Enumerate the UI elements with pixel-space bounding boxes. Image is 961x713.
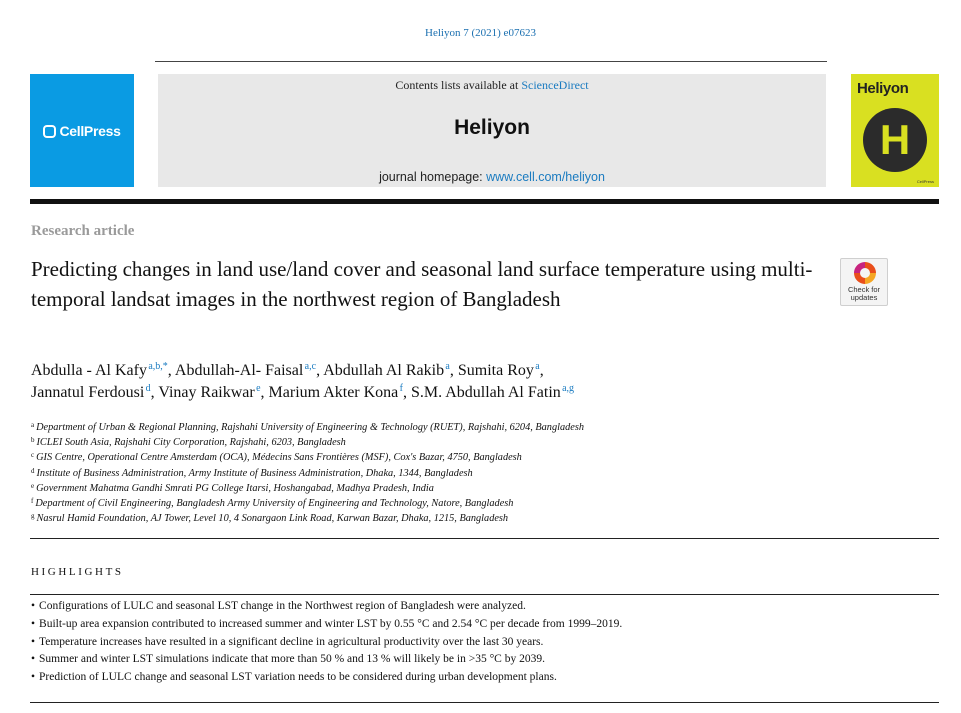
author-name[interactable]: Vinay Raikwar xyxy=(158,384,255,401)
affiliation-item xyxy=(31,435,831,450)
affiliation-text: Institute of Business Administration, Army Institute of Business Administration, Dhaka, 1344, Bangladesh xyxy=(36,467,473,479)
section-divider xyxy=(30,538,939,539)
crossmark-label xyxy=(841,286,887,302)
author-name[interactable]: S.M. Abdullah Al Fatin xyxy=(410,384,561,401)
affiliation-item xyxy=(31,450,831,465)
cover-h-logo-icon: H xyxy=(863,108,927,172)
author-affil-ref[interactable]: a xyxy=(445,361,450,372)
cellpress-logo-text: CellPress xyxy=(59,122,121,139)
highlights-end-divider xyxy=(30,702,939,703)
affiliation-key: g xyxy=(31,512,35,521)
affiliation-item xyxy=(31,466,831,481)
highlights-heading: HIGHLIGHTS xyxy=(31,566,124,578)
highlight-item: • Configurations of LULC and seasonal LST change in the Northwest region of Bangladesh were analyzed. xyxy=(31,598,931,616)
author-affil-ref[interactable]: f xyxy=(399,383,403,394)
author-name[interactable]: Marium Akter Kona xyxy=(268,384,399,401)
author-name[interactable]: Abdulla - Al Kafy xyxy=(31,362,147,379)
crossmark-line-1: Check for xyxy=(847,285,881,294)
affiliation-item xyxy=(31,511,831,526)
affiliation-key: d xyxy=(31,466,35,475)
affiliation-item xyxy=(31,481,831,496)
crossmark-line-2: updates xyxy=(850,293,878,302)
journal-citation[interactable]: Heliyon 7 (2021) e07623 xyxy=(425,27,536,39)
homepage-prefix: journal homepage: xyxy=(379,170,487,184)
affiliation-text: Nasrul Hamid Foundation, AJ Tower, Level 10, 4 Sonargaon Link Road, Karwan Bazar, Dhaka, 1215, Bangladesh xyxy=(36,513,509,525)
affiliation-key: b xyxy=(31,436,35,445)
affiliation-text: Department of Urban & Regional Planning, Rajshahi University of Engineering & Technology (RUET), Rajshahi, 6204, Bangladesh xyxy=(36,422,584,433)
affiliation-key: e xyxy=(31,481,35,490)
author-name[interactable]: Sumita Roy xyxy=(457,362,534,379)
highlight-item: • Built-up area expansion contributed to increased summer and winter LST by 0.55 °C and 2.54 °C per decade from 1999–2019. xyxy=(31,616,931,634)
cover-publisher: CellPress xyxy=(916,179,934,184)
author-affil-ref[interactable]: a,g xyxy=(562,383,575,394)
crossmark-icon xyxy=(854,262,876,284)
author-affil-ref[interactable]: a,b,* xyxy=(148,361,168,372)
affiliation-key: a xyxy=(31,421,35,429)
highlights-list xyxy=(31,598,931,687)
affiliation-text: GIS Centre, Operational Centre Amsterdam (OCA), Médecins Sans Frontières (MSF), Cox's Bazar, 4750, Bangladesh xyxy=(36,452,522,464)
highlight-item: • Prediction of LULC change and seasonal LST variation needs to be considered during urban development plans. xyxy=(31,669,931,687)
author-affil-ref[interactable]: a xyxy=(535,361,540,372)
author-name[interactable]: Jannatul Ferdousi xyxy=(31,384,145,401)
highlights-divider xyxy=(30,594,939,595)
affiliation-text: ICLEI South Asia, Rajshahi City Corporation, Rajshahi, 6203, Bangladesh xyxy=(36,437,346,449)
journal-cover-image[interactable] xyxy=(851,74,939,187)
cellpress-logo-icon xyxy=(43,125,56,138)
journal-header-box xyxy=(158,74,826,187)
journal-homepage-line xyxy=(158,170,826,184)
article-title: Predicting changes in land use/land cover and seasonal land surface temperature using multi-temporal landsat images in the northwest region of Bangladesh xyxy=(31,257,813,311)
check-for-updates-button[interactable] xyxy=(840,258,888,306)
cover-title: Heliyon xyxy=(857,80,909,97)
highlight-item: • Summer and winter LST simulations indicate that more than 50 % and 13 % will likely be in >35 °C by 2039. xyxy=(31,651,931,669)
contents-line xyxy=(158,78,826,93)
author-name[interactable]: Abdullah Al Rakib xyxy=(323,362,445,379)
affiliation-text: Department of Civil Engineering, Bangladesh Army University of Engineering and Technology, Natore, Bangladesh xyxy=(35,498,514,510)
journal-name: Heliyon xyxy=(454,116,530,139)
contents-prefix: Contents lists available at xyxy=(395,78,522,92)
article-type: Research article xyxy=(31,223,135,239)
author-affil-ref[interactable]: a,c xyxy=(304,361,317,372)
author-affil-ref[interactable]: e xyxy=(256,383,261,394)
affiliation-key: f xyxy=(31,497,34,506)
affiliation-item xyxy=(31,420,831,435)
author-affil-ref[interactable]: d xyxy=(145,383,151,394)
journal-homepage-link[interactable]: www.cell.com/heliyon xyxy=(486,170,605,184)
header-divider xyxy=(155,61,827,62)
affiliation-text: Government Mahatma Gandhi Smrati PG College Itarsi, Hoshangabad, Madhya Pradesh, India xyxy=(36,482,434,494)
affiliation-item xyxy=(31,496,831,511)
author-name[interactable]: Abdullah-Al- Faisal xyxy=(174,362,304,379)
author-list: Abdulla - Al Kafy $^{a,b,*}$, Abdullah-Al- Faisal $^{a,c}$, Abdullah Al Rakib $^a$, Sumita Roy $^a$, Jannatul Ferdousi $^d$, Vinay Raikwar $^e$, Marium Akter Kona $^f$, S.M. Abdullah Al Fatin $^{a,g}$ xyxy=(31,361,575,401)
affiliation-key: c xyxy=(31,451,35,460)
highlight-item: • Temperature increases have resulted in a significant decline in agricultural productivity over the last 30 years. xyxy=(31,634,931,652)
affiliation-list xyxy=(31,420,831,526)
cellpress-logo[interactable] xyxy=(30,74,134,187)
sciencedirect-link[interactable]: ScienceDirect xyxy=(521,78,589,92)
header-thick-divider xyxy=(30,199,939,204)
